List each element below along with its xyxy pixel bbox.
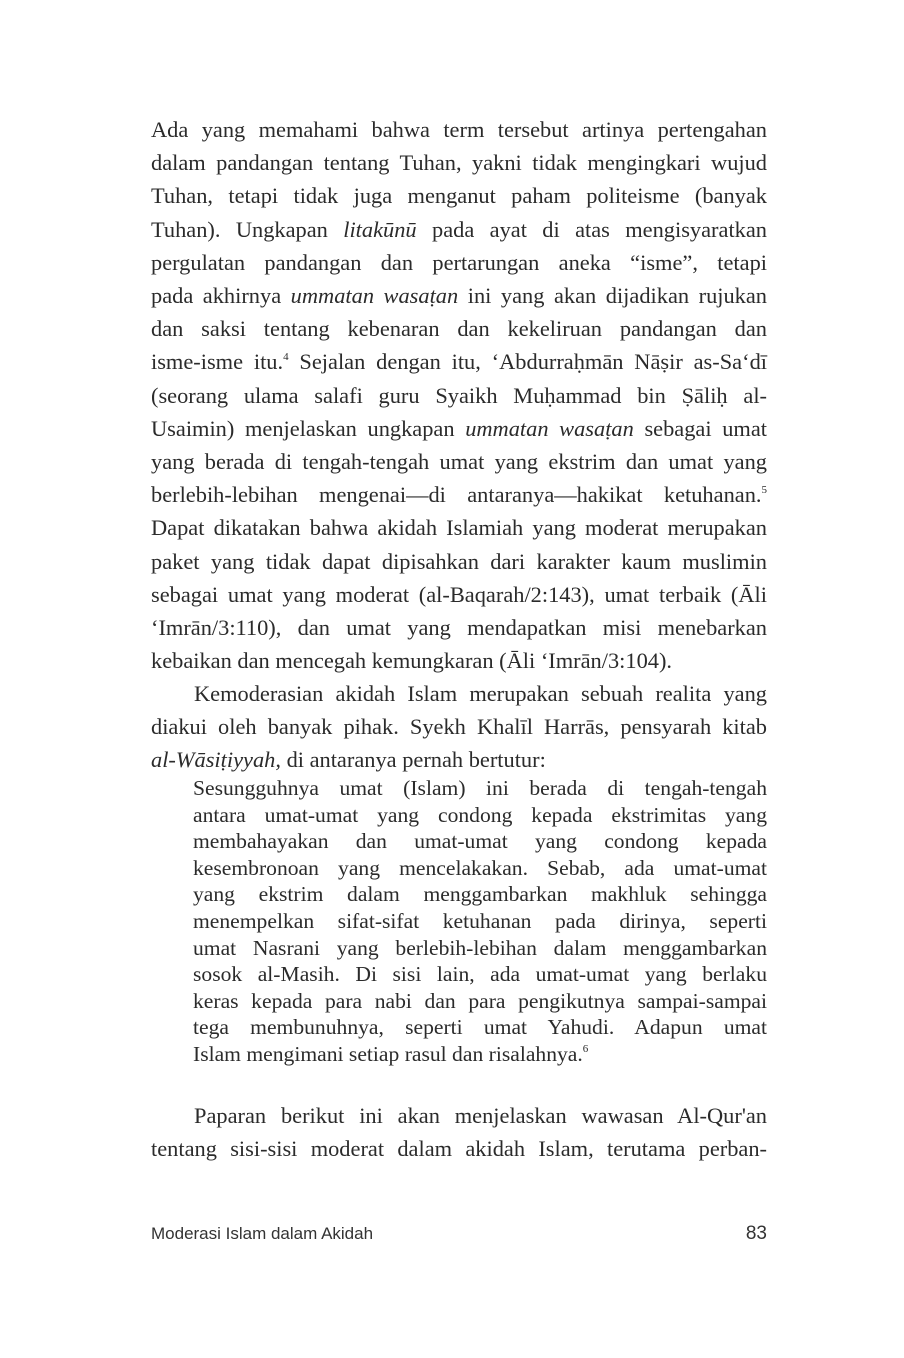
text-segment: sebagai umat — [633, 415, 767, 441]
text-line: yang berada di tengah-tengah umat yang ekstrim dan umat yang — [151, 449, 767, 475]
text-segment: di antaranya pernah bertutur: — [280, 747, 546, 773]
quote-line: keras kepada para nabi dan para pengikutnya sampai-sampai — [193, 988, 767, 1013]
quote-line: menempelkan sifat-sifat ketuhanan pada dirinya, seperti — [193, 908, 767, 933]
italic-term: ummatan wasaṭan — [290, 283, 459, 309]
text-segment: isme-isme itu. — [151, 349, 284, 375]
footnote-ref[interactable]: 4 — [283, 351, 289, 364]
text-line: pergulatan pandangan dan pertarungan aneka “isme”, tetapi — [151, 249, 767, 275]
text-segment: Sejalan dengan itu, ‘Abdurraḥmān Nāṣir as-Sa‘dī — [288, 349, 767, 375]
text-line — [151, 412, 767, 445]
text-line — [151, 478, 767, 511]
quote-line: kesembronoan yang mencelakakan. Sebab, ada umat-umat — [193, 855, 767, 880]
text-line: Ada yang memahami bahwa term tersebut artinya pertengahan — [151, 117, 767, 142]
quote-line: membahayakan dan umat-umat yang condong kepada — [193, 829, 767, 854]
body-paragraph-1 — [151, 113, 767, 677]
text-line — [151, 213, 767, 246]
footnote-ref[interactable]: 6 — [582, 1042, 589, 1055]
text-line: ‘Imrān/3:110), dan umat yang mendapatkan misi menebarkan — [151, 615, 767, 641]
quote-line: umat Nasrani yang berlebih-lebihan dalam menggambarkan — [193, 935, 767, 960]
quote-line: Sesungguhnya umat (Islam) ini berada di tengah-tengah — [193, 776, 767, 800]
body-paragraph-3 — [151, 1099, 767, 1165]
quote-line: tega membunuhnya, seperti umat Yahudi. Adapun umat — [193, 1015, 767, 1040]
quote-line: yang ekstrim dalam menggambarkan makhluk sehingga — [193, 882, 767, 907]
text-line — [151, 743, 767, 776]
block-quote — [193, 775, 767, 1068]
text-line: paket yang tidak dapat dipisahkan dari karakter kaum muslimin — [151, 548, 767, 574]
quote-line: antara umat-umat yang condong kepada ekstrimitas yang — [193, 802, 767, 827]
text-segment: berlebih-lebihan mengenai—di antaranya—hakikat ketuhanan. — [151, 482, 762, 508]
quote-line — [193, 1041, 767, 1068]
text-segment: pada akhirnya — [151, 283, 291, 309]
text-line: Kemoderasian akidah Islam merupakan sebuah realita yang — [194, 681, 767, 706]
text-line: tentang sisi-sisi moderat dalam akidah Islam, terutama perban- — [151, 1136, 767, 1162]
running-footer-title: Moderasi Islam dalam Akidah — [151, 1224, 374, 1243]
text-segment: Usaimin) menjelaskan ungkapan — [151, 415, 466, 441]
text-line: dan saksi tentang kebenaran dan kekeliruan pandangan dan — [151, 316, 767, 342]
text-line: dalam pandangan tentang Tuhan, yakni tidak mengingkari wujud — [151, 150, 767, 176]
text-line: kebaikan dan mencegah kemungkaran (Āli ‘Imrān/3:104). — [151, 648, 673, 674]
text-segment: Islam mengimani setiap rasul dan risalahnya. — [193, 1041, 583, 1066]
page-number: 83 — [745, 1223, 767, 1244]
text-line: Tuhan, tetapi tidak juga menganut paham politeisme (banyak — [151, 183, 767, 209]
text-segment: ini yang akan dijadikan rujukan — [458, 283, 768, 309]
text-line: diakui oleh banyak pihak. Syekh Khalīl Harrās, pensyarah kitab — [151, 714, 767, 740]
italic-term: litakūnū — [343, 216, 417, 242]
text-segment: Tuhan). Ungkapan — [151, 216, 344, 242]
quote-line: sosok al-Masih. Di sisi lain, ada umat-umat yang berlaku — [193, 962, 767, 987]
body-paragraph-2 — [151, 677, 767, 777]
text-line: sebagai umat yang moderat (al-Baqarah/2:143), umat terbaik (Āli — [151, 581, 767, 607]
italic-term: al-Wāsiṭiyyah, — [151, 747, 281, 773]
text-segment: pada ayat di atas mengisyaratkan — [416, 216, 768, 242]
text-line — [151, 279, 767, 312]
text-line: Dapat dikatakan bahwa akidah Islamiah yang moderat merupakan — [151, 515, 767, 541]
text-line — [151, 345, 767, 378]
footnote-ref[interactable]: 5 — [761, 484, 767, 497]
text-line: (seorang ulama salafi guru Syaikh Muḥammad bin Ṣāliḥ al- — [151, 382, 767, 408]
italic-term: ummatan wasaṭan — [465, 415, 634, 441]
text-line: Paparan berikut ini akan menjelaskan wawasan Al-Qur'an — [194, 1103, 767, 1128]
